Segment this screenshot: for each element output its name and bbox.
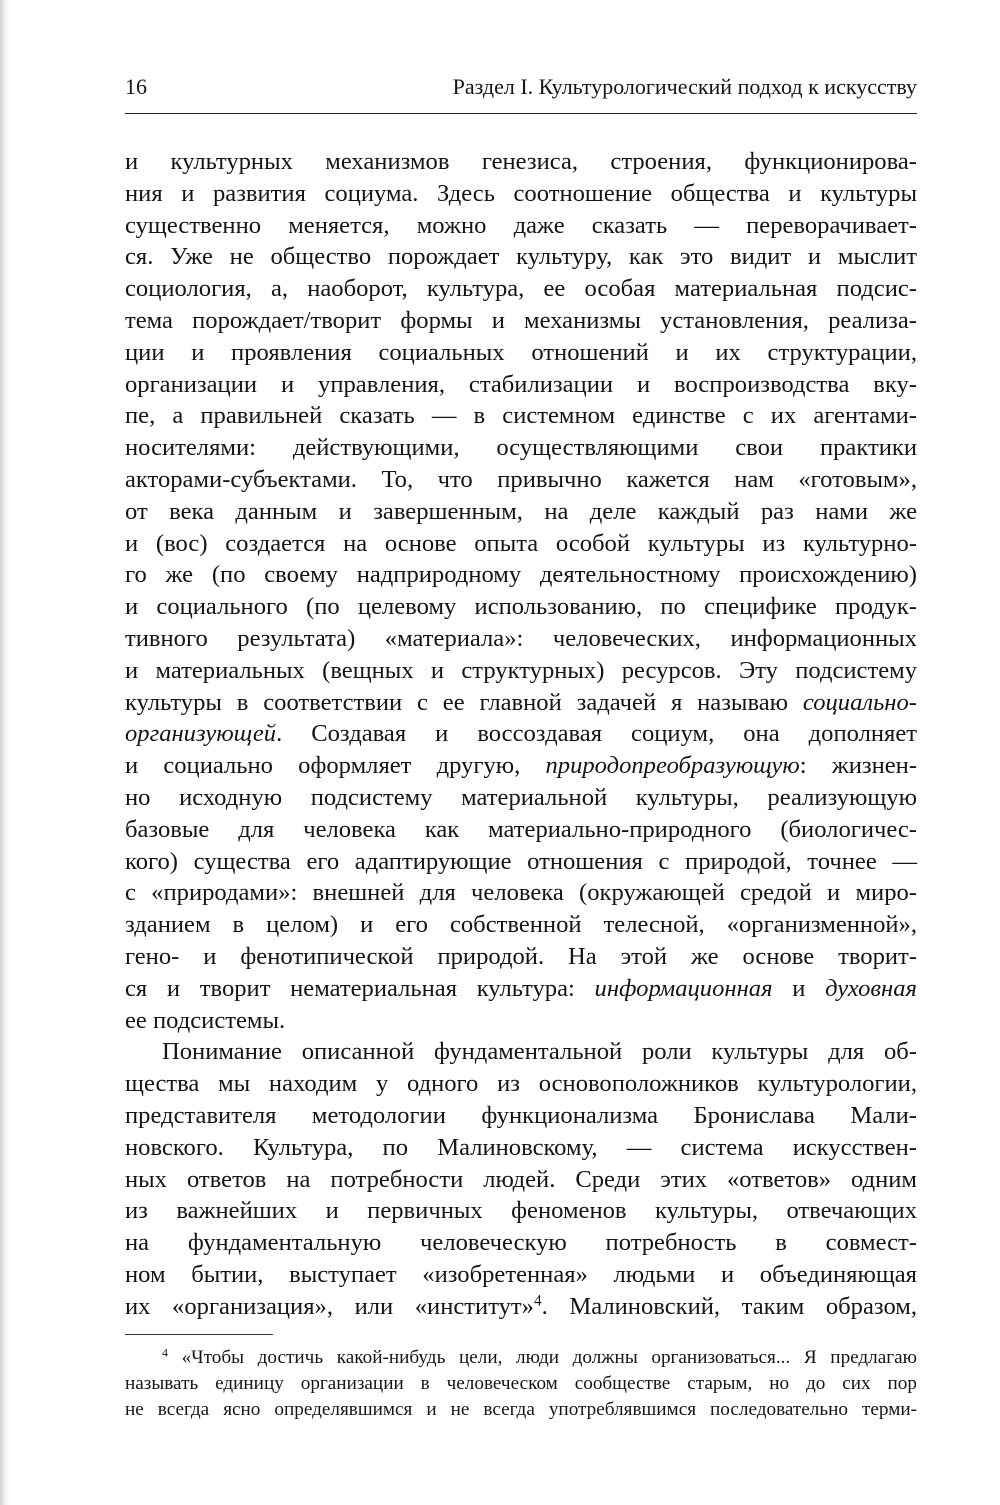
text-line: акторами-субъектами. То, что привычно кажется нам «готовым»,: [125, 465, 917, 493]
text-line: с «природами»: внешней для человека (окружающей средой и миро-: [125, 879, 917, 907]
text-fragment: и: [772, 974, 826, 1002]
italic-term: социально-: [802, 688, 917, 716]
footnote-reference[interactable]: 4: [533, 1292, 542, 1310]
text-line: носителями: действующими, осуществляющими свои практики: [125, 434, 917, 462]
text-line: щества мы находим у одного из основоположников культурологии,: [125, 1070, 917, 1098]
text-fragment: . Создавая и воссоздавая социум, она дополняет: [276, 720, 917, 748]
text-line: [125, 1291, 917, 1323]
text-line: ном бытии, выступает «изобретенная» людьми и объединяющая: [125, 1260, 917, 1288]
text-line: базовые для человека как материально-природного (биологичес-: [125, 815, 917, 843]
scan-edge-shadow: [0, 0, 10, 1505]
text-line: ции и проявления социальных отношений и их структурации,: [125, 338, 917, 366]
text-line: пе, а правильней сказать — в системном единстве с их агентами-: [125, 402, 917, 430]
text-line: от века данным и завершенным, на деле каждый раз нами же: [125, 497, 917, 525]
footnote: [125, 1345, 917, 1423]
text-fragment: их «организация», или «институт»: [125, 1292, 534, 1320]
text-line: и социального (по целевому использованию, по специфике продук-: [125, 593, 917, 621]
paragraph-first-line: Понимание описанной фундаментальной роли культуры для об-: [162, 1038, 917, 1066]
text-line: зданием в целом) и его собственной телесной, «организменной»,: [125, 911, 917, 939]
text-line: существенно меняется, можно даже сказать — переворачивает-: [125, 211, 917, 239]
text-line: го же (по своему надприродному деятельностному происхождению): [125, 561, 917, 589]
text-line: [125, 718, 917, 750]
text-line: на фундаментальную человеческую потребность в совмест-: [125, 1229, 917, 1257]
text-line: тема порождает/творит формы и механизмы установления, реализа-: [125, 306, 917, 334]
text-fragment: и социально оформляет другую,: [125, 752, 546, 780]
footnote-marker: 4: [162, 1345, 168, 1360]
text-line: и (вос) создается на основе опыта особой культуры из культурно-: [125, 529, 917, 557]
footnote-line: не всегда ясно определявшимся и не всегда употреблявшимся последовательно терми-: [125, 1399, 917, 1420]
text-fragment: . Малиновский, таким образом,: [541, 1292, 918, 1320]
footnote-line: называть единицу организации в человеческом сообществе старым, но до сих пор: [125, 1373, 917, 1394]
text-fragment: : жизнен-: [799, 752, 918, 780]
footnote-rule: [125, 1334, 273, 1335]
text-fragment: культуры в соответствии с ее главной задачей я называю: [125, 688, 803, 716]
text-line: ния и развития социума. Здесь соотношение общества и культуры: [125, 179, 917, 207]
text-line: и культурных механизмов генезиса, строения, функционирова-: [125, 148, 917, 175]
italic-term: природопреобразующую: [545, 752, 800, 780]
main-text: [125, 146, 917, 1322]
text-line: [125, 687, 917, 719]
text-fragment: «Чтобы достичь какой-нибудь цели, люди должны организоваться... Я предлагаю: [167, 1347, 917, 1368]
text-fragment: ся и творит нематериальная культура:: [125, 974, 595, 1002]
text-line: ее подсистемы.: [125, 1006, 286, 1034]
text-line: [125, 973, 917, 1005]
text-line: кого) существа его адаптирующие отношения с природой, точнее —: [125, 847, 917, 875]
text-line: организации и управления, стабилизации и воспроизводства вку-: [125, 370, 917, 398]
page-number: 16: [125, 74, 147, 99]
text-line: новского. Культура, по Малиновскому, — система искусствен-: [125, 1133, 917, 1161]
text-line: представителя методологии функционализма Бронислава Мали-: [125, 1101, 917, 1129]
footnote-line: [125, 1345, 917, 1371]
text-line: социология, а, наоборот, культура, ее особая материальная подсис-: [125, 275, 917, 303]
header-rule: [125, 113, 917, 114]
text-line: тивного результата) «материала»: человеческих, информационных: [125, 624, 917, 652]
text-line: ся. Уже не общество порождает культуру, как это видит и мыслит: [125, 243, 917, 271]
italic-term: организующей: [125, 720, 277, 748]
text-line: гено- и фенотипической природой. На этой же основе творит-: [125, 942, 917, 970]
running-head: Раздел I. Культурологический подход к искусству: [452, 74, 917, 99]
italic-term: духовная: [825, 974, 917, 1002]
text-line: ных ответов на потребности людей. Среди этих «ответов» одним: [125, 1165, 917, 1193]
text-line: и материальных (вещных и структурных) ресурсов. Эту подсистему: [125, 656, 917, 684]
text-line: из важнейших и первичных феноменов культуры, отвечающих: [125, 1197, 917, 1225]
text-line: но исходную подсистему материальной культуры, реализующую: [125, 783, 917, 811]
italic-term: информационная: [594, 974, 773, 1002]
text-line: [125, 750, 917, 782]
